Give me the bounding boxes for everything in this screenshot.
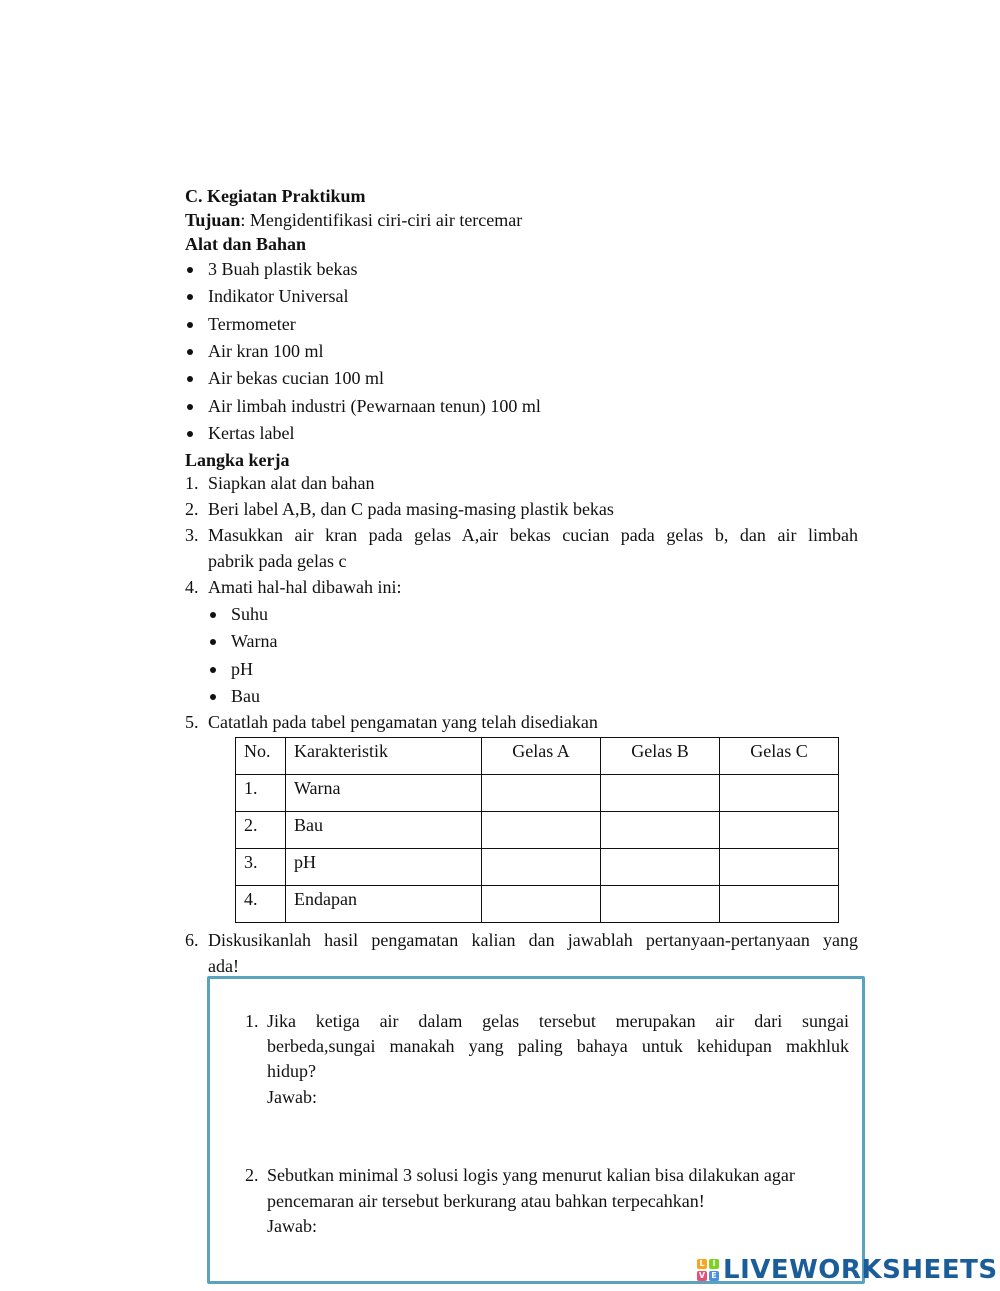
answer-label: Jawab: bbox=[267, 1216, 317, 1236]
table-cell-gelas-b[interactable] bbox=[601, 812, 720, 849]
table-cell-no: 2. bbox=[236, 812, 286, 849]
liveworksheets-logo bbox=[697, 1254, 998, 1286]
table-cell-gelas-a[interactable] bbox=[482, 886, 601, 923]
logo-mark-letter: E bbox=[709, 1271, 719, 1281]
step-number: 5. bbox=[185, 712, 199, 732]
bullet-icon bbox=[187, 349, 193, 355]
list-item: Indikator Universal bbox=[208, 286, 349, 306]
table-cell-gelas-c[interactable] bbox=[720, 775, 839, 812]
table-cell-karakteristik: Warna bbox=[286, 775, 482, 812]
list-item: Termometer bbox=[208, 314, 296, 334]
question-number: 1. bbox=[245, 1011, 259, 1031]
table-cell-gelas-c[interactable] bbox=[720, 886, 839, 923]
list-item: pH bbox=[231, 659, 253, 679]
table-cell-gelas-a[interactable] bbox=[482, 812, 601, 849]
table-row bbox=[236, 849, 839, 886]
table-cell-gelas-a[interactable] bbox=[482, 849, 601, 886]
step-number: 2. bbox=[185, 499, 199, 519]
alat-bahan-heading: Alat dan Bahan bbox=[185, 234, 307, 254]
table-cell-gelas-b[interactable] bbox=[601, 886, 720, 923]
observation-table bbox=[235, 737, 839, 923]
table-cell-no: 3. bbox=[236, 849, 286, 886]
step-number: 6. bbox=[185, 930, 199, 950]
step-text: Catatlah pada tabel pengamatan yang telah disediakan bbox=[208, 712, 598, 732]
table-row bbox=[236, 812, 839, 849]
step-text-line: pabrik pada gelas c bbox=[208, 551, 347, 571]
bullet-icon bbox=[187, 431, 193, 437]
step-text-line: Masukkan air kran pada gelas A,air bekas cucian pada gelas b, dan air limbah bbox=[208, 525, 858, 545]
table-cell-gelas-b[interactable] bbox=[601, 849, 720, 886]
table-cell-gelas-c[interactable] bbox=[720, 812, 839, 849]
table-cell-no: 4. bbox=[236, 886, 286, 923]
bullet-icon bbox=[187, 294, 193, 300]
step-text: Siapkan alat dan bahan bbox=[208, 473, 375, 493]
list-item: Bau bbox=[231, 686, 260, 706]
table-header-cell: Gelas B bbox=[601, 738, 720, 775]
logo-text: LIVEWORKSHEETS bbox=[723, 1255, 998, 1285]
table-cell-gelas-b[interactable] bbox=[601, 775, 720, 812]
table-header-cell: No. bbox=[236, 738, 286, 775]
langkah-heading: Langka kerja bbox=[185, 450, 290, 470]
bullet-icon bbox=[210, 667, 216, 673]
table-row bbox=[236, 886, 839, 923]
list-item: Kertas label bbox=[208, 423, 295, 443]
step-number: 3. bbox=[185, 525, 199, 545]
table-cell-karakteristik: pH bbox=[286, 849, 482, 886]
step-text-line: Diskusikanlah hasil pengamatan kalian dan jawablah pertanyaan-pertanyaan yang bbox=[208, 930, 858, 950]
list-item: Warna bbox=[231, 631, 278, 651]
step-number: 4. bbox=[185, 577, 199, 597]
bullet-icon bbox=[210, 612, 216, 618]
list-item: Suhu bbox=[231, 604, 269, 624]
bullet-icon bbox=[187, 376, 193, 382]
bullet-icon bbox=[210, 639, 216, 645]
table-header-cell: Gelas C bbox=[720, 738, 839, 775]
tujuan-line bbox=[185, 209, 522, 231]
table-header-row bbox=[236, 738, 839, 775]
step-text: Amati hal-hal dibawah ini: bbox=[208, 577, 402, 597]
bullet-icon bbox=[210, 694, 216, 700]
list-item: 3 Buah plastik bekas bbox=[208, 259, 358, 279]
answer-label: Jawab: bbox=[267, 1087, 317, 1107]
question-text-line: berbeda,sungai manakah yang paling bahaya untuk kehidupan makhluk bbox=[267, 1036, 849, 1056]
step-number: 1. bbox=[185, 473, 199, 493]
logo-mark-letter: I bbox=[709, 1259, 719, 1269]
table-cell-karakteristik: Endapan bbox=[286, 886, 482, 923]
logo-mark-letter: V bbox=[698, 1271, 706, 1280]
table-cell-karakteristik: Bau bbox=[286, 812, 482, 849]
question-number: 2. bbox=[245, 1165, 259, 1185]
logo-mark-icon bbox=[697, 1259, 719, 1281]
question-text-line: Sebutkan minimal 3 solusi logis yang menurut kalian bisa dilakukan agar bbox=[267, 1165, 795, 1185]
table-cell-gelas-c[interactable] bbox=[720, 849, 839, 886]
question-text-line: Jika ketiga air dalam gelas tersebut merupakan air dari sungai bbox=[267, 1011, 849, 1031]
step-text: Beri label A,B, dan C pada masing-masing plastik bekas bbox=[208, 499, 614, 519]
tujuan-text: : Mengidentifikasi ciri-ciri air tercemar bbox=[240, 210, 523, 230]
logo-mark-letter: L bbox=[697, 1259, 707, 1269]
section-title: C. Kegiatan Praktikum bbox=[185, 186, 366, 206]
table-cell-gelas-a[interactable] bbox=[482, 775, 601, 812]
bullet-icon bbox=[187, 322, 193, 328]
list-item: Air kran 100 ml bbox=[208, 341, 324, 361]
tujuan-label: Tujuan bbox=[185, 210, 241, 230]
table-cell-no: 1. bbox=[236, 775, 286, 812]
bullet-icon bbox=[187, 267, 193, 273]
table-header-cell: Gelas A bbox=[482, 738, 601, 775]
question-text-line: pencemaran air tersebut berkurang atau bahkan terpecahkan! bbox=[267, 1191, 705, 1211]
list-item: Air bekas cucian 100 ml bbox=[208, 368, 384, 388]
list-item: Air limbah industri (Pewarnaan tenun) 100 ml bbox=[208, 396, 541, 416]
question-text-line: hidup? bbox=[267, 1061, 316, 1081]
table-header-cell: Karakteristik bbox=[286, 738, 482, 775]
step-text-line: ada! bbox=[208, 956, 239, 976]
bullet-icon bbox=[187, 404, 193, 410]
table-row bbox=[236, 775, 839, 812]
